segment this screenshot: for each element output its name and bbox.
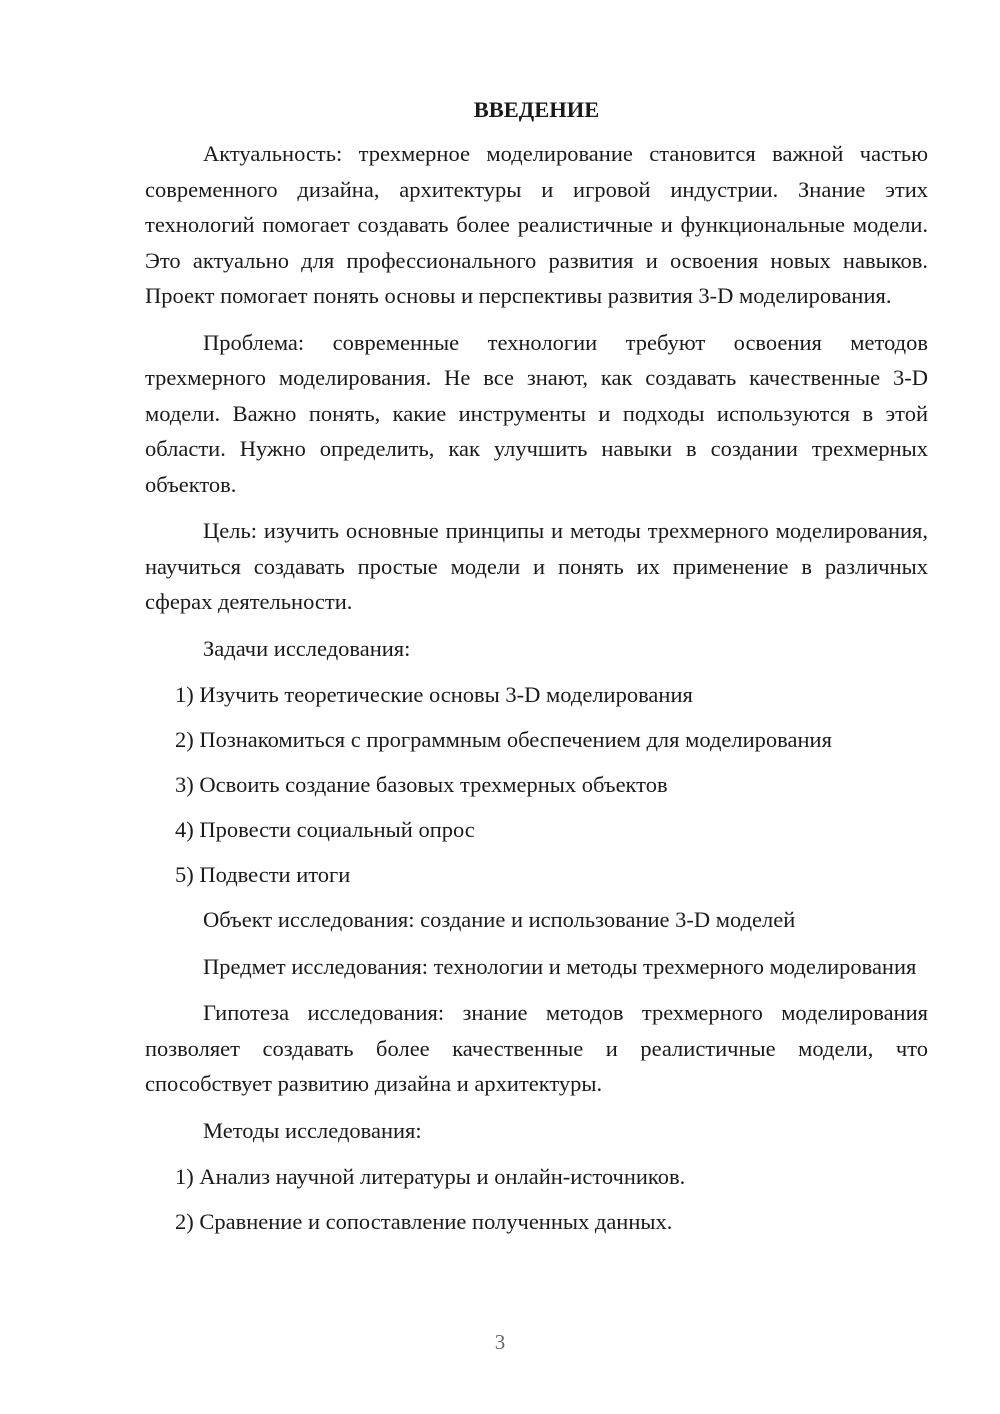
methods-list xyxy=(145,1159,928,1239)
problem-paragraph: Проблема: современные технологии требуют освоения методов трехмерного моделирования. Не все знают, как создавать качественные 3-D модели. Важно понять, какие инструменты и подходы используются в этой области. Нужно определить, как улучшить навыки в создании трехмерных объектов. xyxy=(145,329,928,497)
tasks-list xyxy=(145,677,928,892)
list-item: 1) Анализ научной литературы и онлайн-источников. xyxy=(175,1164,686,1189)
hypothesis-paragraph: Гипотеза исследования: знание методов трехмерного моделирования позволяет создавать более качественные и реалистичные модели, что способствует развитию дизайна и архитектуры. xyxy=(145,1000,928,1096)
list-item: 5) Подвести итоги xyxy=(175,862,351,887)
object-paragraph: Объект исследования: создание и использование 3-D моделей xyxy=(203,907,796,932)
goal-paragraph: Цель: изучить основные принципы и методы трехмерного моделирования, научиться создавать простые модели и понять их применение в различных сферах деятельности. xyxy=(145,518,928,614)
tasks-title: Задачи исследования: xyxy=(203,635,411,661)
document-page xyxy=(145,92,928,1249)
list-item: 1) Изучить теоретические основы 3-D моделирования xyxy=(175,682,693,707)
section-heading: ВВЕДЕНИЕ xyxy=(473,97,600,122)
relevance-paragraph: Актуальность: трехмерное моделирование становится важной частью современного дизайна, архитектуры и игровой индустрии. Знание этих технологий помогает создавать более реалистичные и функциональные модели. Это актуально для профессионального развития и освоения новых навыков. Проект помогает понять основы и перспективы развития 3-D моделирования. xyxy=(145,141,928,308)
list-item: 2) Познакомиться с программным обеспечением для моделирования xyxy=(175,727,832,752)
list-item: 3) Освоить создание базовых трехмерных объектов xyxy=(175,772,668,797)
list-item: 2) Сравнение и сопоставление полученных данных. xyxy=(175,1209,673,1234)
list-item: 4) Провести социальный опрос xyxy=(175,817,475,842)
methods-title: Методы исследования: xyxy=(203,1117,422,1143)
page-number: 3 xyxy=(494,1330,506,1354)
subject-paragraph: Предмет исследования: технологии и методы трехмерного моделирования xyxy=(203,953,917,979)
